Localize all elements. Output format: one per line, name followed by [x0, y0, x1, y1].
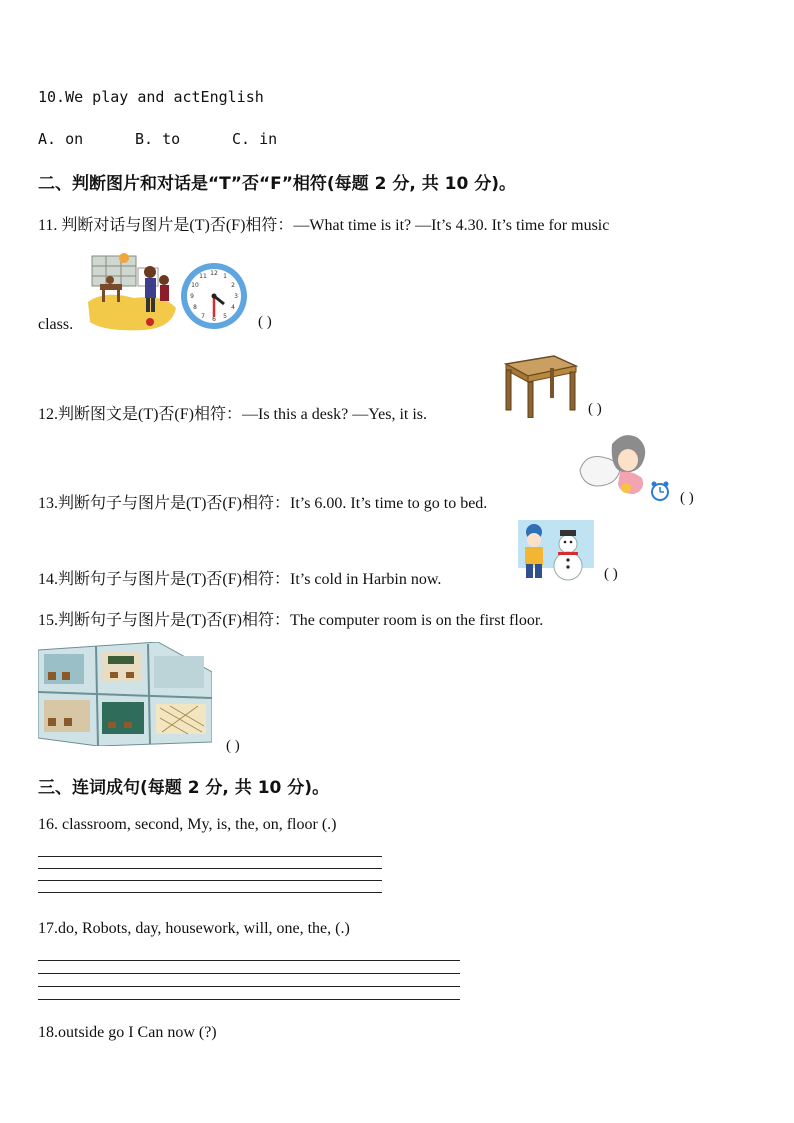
svg-text:7: 7 [201, 313, 205, 320]
q10-text: 10.We play and actEnglish [38, 88, 264, 106]
svg-text:4: 4 [231, 304, 235, 311]
q16-text: 16. classroom, second, My, is, the, on, floor (.) [38, 816, 337, 833]
q17-text: 17.do, Robots, day, housework, will, one, the, (.) [38, 920, 350, 937]
q10-option-c: C. in [232, 130, 278, 148]
svg-text:5: 5 [223, 313, 227, 320]
q11-text-cont: class. [38, 316, 74, 333]
q13-text: 13.判断句子与图片是(T)否(F)相符：It’s 6.00. It’s time to go to bed. [38, 495, 488, 512]
writing-line [38, 999, 460, 1000]
svg-text:6: 6 [212, 316, 216, 323]
q18-text: 18.outside go I Can now (?) [38, 1024, 217, 1041]
writing-line [38, 960, 460, 961]
q12-answer-paren[interactable]: ( ) [588, 401, 602, 417]
svg-text:2: 2 [231, 282, 235, 289]
q11-text: 11. 判断对话与图片是(T)否(F)相符：—What time is it? —It’s 4.30. It’s time for music [38, 217, 610, 234]
q10-option-b: B. to [135, 130, 181, 148]
svg-text:3: 3 [234, 293, 238, 300]
svg-text:8: 8 [193, 304, 197, 311]
sleeping-girl-picture [576, 430, 672, 506]
q14-text: 14.判断句子与图片是(T)否(F)相符：It’s cold in Harbin now. [38, 571, 442, 588]
section-3-title: 三、连词成句(每题 2 分, 共 10 分)。 [38, 778, 330, 798]
writing-line [38, 892, 382, 893]
svg-text:9: 9 [190, 293, 194, 300]
q12-text: 12.判断图文是(T)否(F)相符：—Is this a desk? —Yes, it is. [38, 406, 428, 423]
clock-picture [178, 260, 250, 332]
snowman-picture [518, 520, 594, 584]
writing-line [38, 986, 460, 987]
q13-answer-paren[interactable]: ( ) [680, 490, 694, 506]
q15-text: 15.判断句子与图片是(T)否(F)相符：The computer room is on the first floor. [38, 612, 544, 629]
q14-answer-paren[interactable]: ( ) [604, 566, 618, 582]
svg-text:10: 10 [191, 282, 199, 289]
section-2-title: 二、判断图片和对话是“T”否“F”相符(每题 2 分, 共 10 分)。 [38, 174, 516, 194]
svg-text:11: 11 [199, 273, 207, 280]
svg-text:12: 12 [210, 270, 218, 277]
q10-option-a: A. on [38, 130, 84, 148]
writing-line [38, 973, 460, 974]
q15-answer-paren[interactable]: ( ) [226, 738, 240, 754]
music-class-picture [84, 250, 180, 332]
svg-text:1: 1 [223, 273, 227, 280]
q11-answer-paren[interactable]: ( ) [258, 314, 272, 330]
writing-line [38, 868, 382, 869]
school-building-picture [38, 642, 212, 746]
writing-line [38, 880, 382, 881]
writing-line [38, 856, 382, 857]
desk-picture [500, 352, 578, 418]
